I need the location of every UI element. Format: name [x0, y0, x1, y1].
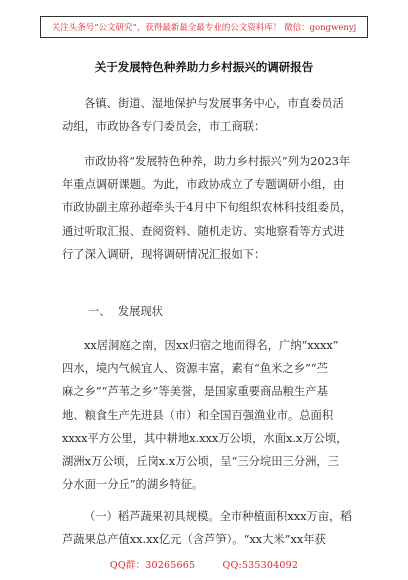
text-line: 四水，境内气候宜人、资源丰富，素有“鱼米之乡”“苎 — [62, 362, 328, 376]
salutation-paragraph — [62, 92, 352, 138]
text-line: 各镇、街道、湿地保护与发展事务中心，市直委员活 — [84, 97, 344, 110]
text-line: 年重点调研课题。为此，市政协成立了专题调研小组，由 — [62, 178, 345, 192]
text-line: 动组，市政协各专门委员会，市工商联： — [62, 120, 266, 134]
footer-qq: QQ:535304092 — [222, 560, 299, 571]
text-line: 市政协副主席孙超牵头于4月中下旬组织农林科技组委员， — [62, 201, 352, 215]
text-line: 芦蔬果总产值xx.xx亿元（含芦笋）。“xx大米”xx年获 — [62, 533, 326, 547]
text-line: 行了深入调研，现将调研情况汇报如下： — [62, 247, 266, 261]
text-line: 分水面一分丘”的湖乡特征。 — [62, 478, 204, 492]
section-heading: 一、 发展现状 — [88, 305, 163, 318]
text-line: 通过听取汇报、查阅资料、随机走访、实地察看等方式进 — [62, 224, 345, 238]
header-banner — [40, 16, 368, 38]
header-banner-text: 关注头条号“公文研究”，获得最新最全最专业的公文资料库！ 微信：gongwenyj — [51, 23, 357, 33]
text-line: 地、粮食生产先进县（市）和全国百强渔业市。总面积 — [62, 408, 334, 422]
text-line: xxxx平方公里，其中耕地x.xxx万公顷，水面x.x万公顷， — [62, 431, 348, 445]
text-line: xx居洞庭之南，因xx归宿之地而得名，广纳“xxxx” — [84, 339, 339, 352]
text-line: 市政协将“发展特色种养，助力乡村振兴”列为2023年 — [84, 155, 351, 168]
item1-paragraph — [62, 505, 352, 551]
intro-paragraph — [62, 150, 352, 266]
footer-contact — [0, 557, 408, 571]
footer-qq-group: QQ群：30265665 — [109, 560, 196, 571]
text-line: （一）稻芦蔬果初具规模。全市种植面积xxx万亩，稻 — [84, 510, 352, 523]
document-title: 关于发展特色种养助力乡村振兴的调研报告 — [94, 60, 314, 74]
status-paragraph — [62, 334, 352, 496]
text-line: 麻之乡”“芦苇之乡”等美誉，是国家重要商品粮生产基 — [62, 385, 328, 399]
text-line: 湖洲x万公顷，丘岗x.x万公顷，呈“三分垸田三分洲，三 — [62, 455, 340, 469]
